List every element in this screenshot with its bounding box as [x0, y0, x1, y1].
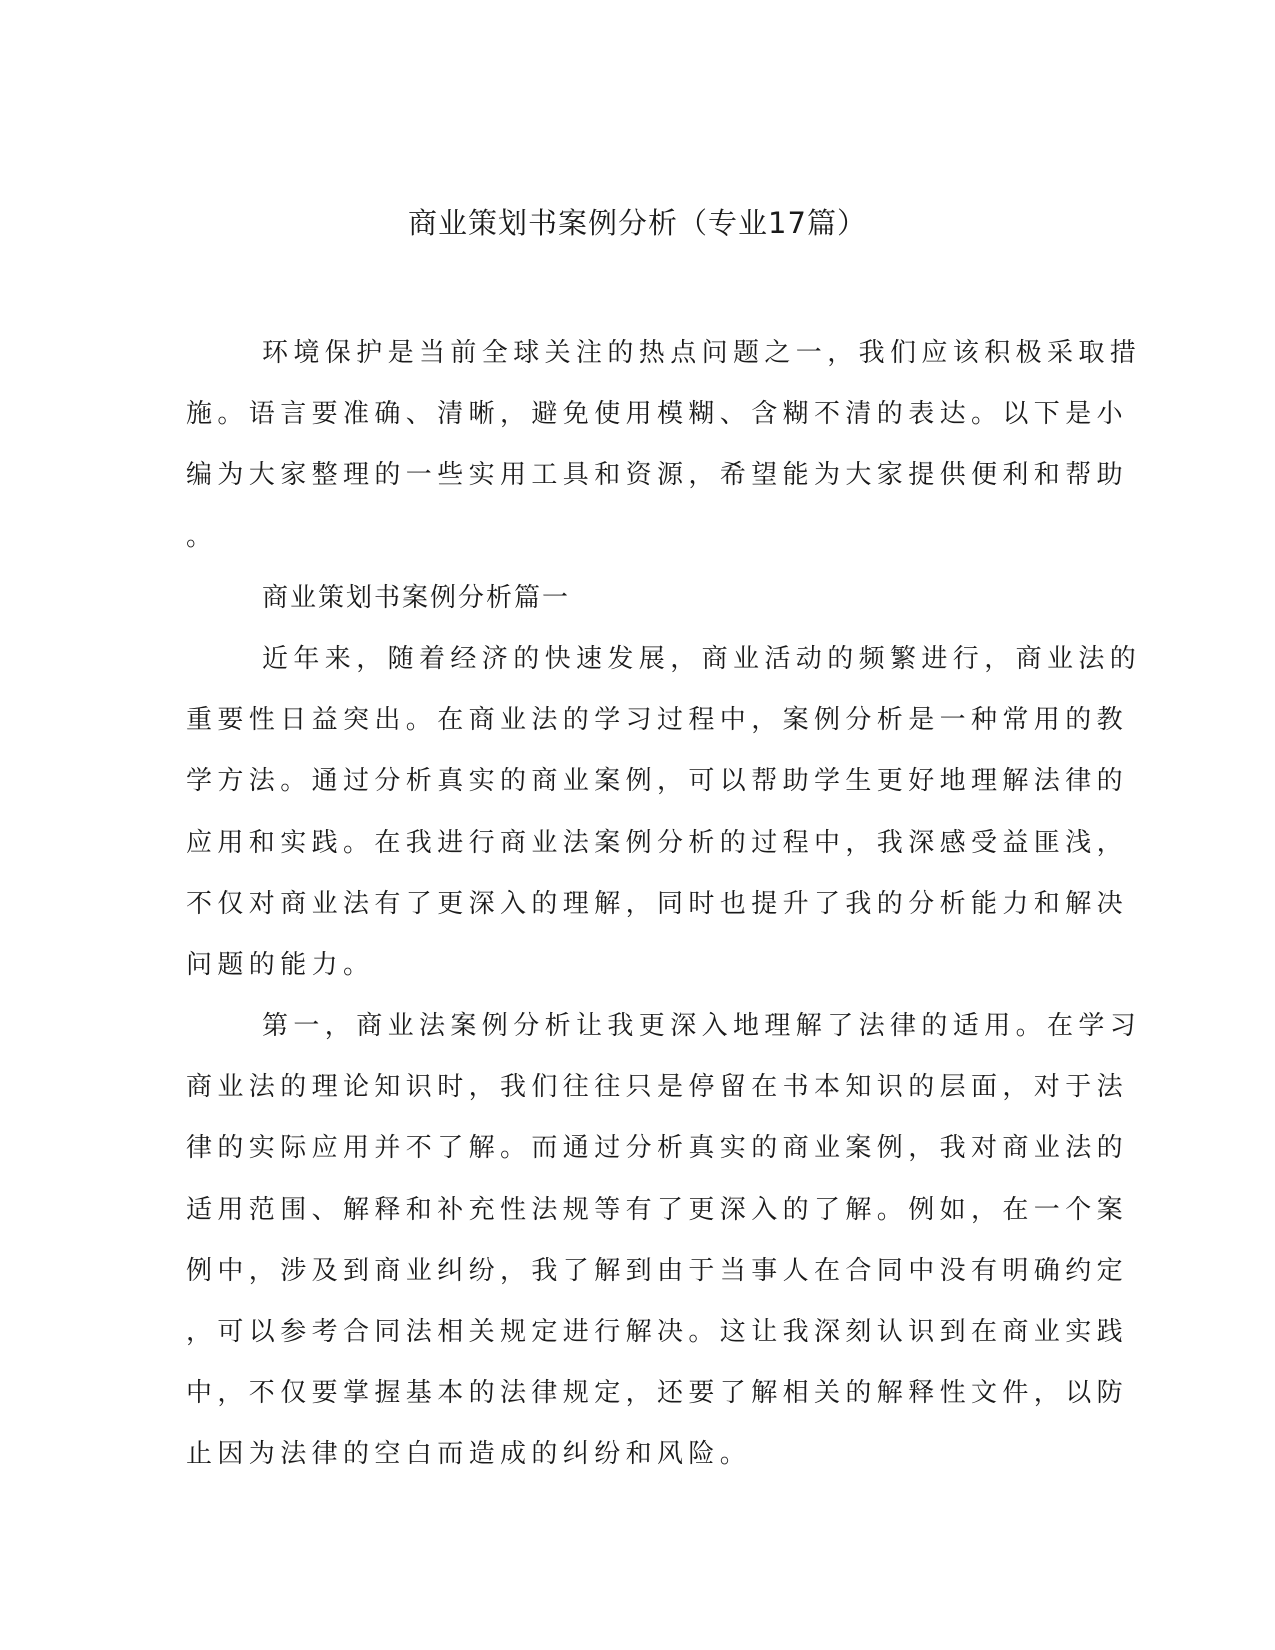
- text-line: 律的实际应用并不了解。而通过分析真实的商业案例，我对商业法的: [186, 1133, 1129, 1164]
- text-line: 第一，商业法案例分析让我更深入地理解了法律的适用。在学习: [262, 1011, 1142, 1042]
- section-heading: [186, 568, 1066, 629]
- text-line: 商业法的理论知识时，我们往往只是停留在书本知识的层面，对于法: [186, 1072, 1129, 1103]
- text-line: 不仅对商业法有了更深入的理解，同时也提升了我的分析能力和解决: [186, 888, 1129, 919]
- paragraph-background: [186, 629, 1142, 996]
- text-line: 问题的能力。: [186, 949, 375, 980]
- paragraph-first-point: [186, 996, 1142, 1486]
- text-line: 应用和实践。在我进行商业法案例分析的过程中，我深感受益匪浅，: [186, 827, 1129, 858]
- paragraph-intro: [186, 323, 1142, 568]
- text-line: 近年来，随着经济的快速发展，商业活动的频繁进行，商业法的: [262, 643, 1142, 674]
- document-title: 商业策划书案例分析（专业17篇）: [408, 206, 867, 240]
- text-line: 学方法。通过分析真实的商业案例，可以帮助学生更好地理解法律的: [186, 766, 1129, 797]
- text-line: 适用范围、解释和补充性法规等有了更深入的了解。例如，在一个案: [186, 1194, 1129, 1225]
- text-line: 中，不仅要掌握基本的法律规定，还要了解相关的解释性文件，以防: [186, 1378, 1129, 1409]
- section-heading-text: 商业策划书案例分析篇一: [262, 582, 571, 613]
- text-line: 编为大家整理的一些实用工具和资源，希望能为大家提供便利和帮助: [186, 460, 1129, 491]
- text-line: 止因为法律的空白而造成的纠纷和风险。: [186, 1439, 752, 1470]
- text-line: ，可以参考合同法相关规定进行解决。这让我深刻认识到在商业实践: [186, 1317, 1129, 1347]
- text-line: 环境保护是当前全球关注的热点问题之一，我们应该积极采取措: [262, 338, 1142, 368]
- text-line: 。: [186, 521, 218, 552]
- text-line: 施。语言要准确、清晰，避免使用模糊、含糊不清的表达。以下是小: [186, 399, 1129, 430]
- document-body: [186, 323, 1142, 1486]
- text-line: 例中，涉及到商业纠纷，我了解到由于当事人在合同中没有明确约定: [186, 1255, 1129, 1286]
- text-line: 重要性日益突出。在商业法的学习过程中，案例分析是一种常用的教: [186, 705, 1129, 736]
